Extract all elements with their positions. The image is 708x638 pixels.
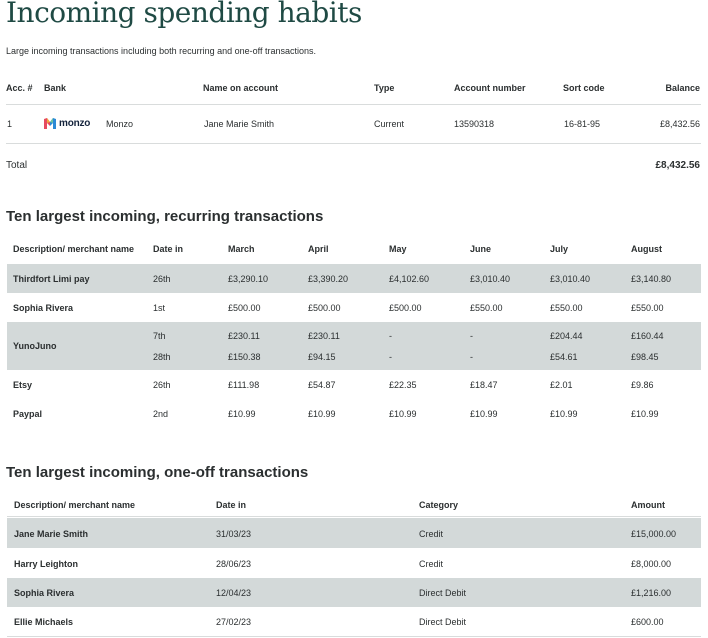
- amount-july: £204.44: [550, 331, 583, 341]
- col-header-description: Description/ merchant name: [14, 500, 136, 510]
- date-in: 28th: [153, 352, 171, 362]
- divider: [7, 516, 701, 517]
- table-row: [7, 518, 701, 548]
- bank-name: Monzo: [106, 119, 134, 129]
- col-header-august: August: [631, 244, 662, 254]
- col-header-date-in: Date in: [153, 244, 184, 254]
- merchant-name: Ellie Michaels: [14, 617, 74, 627]
- amount-april: £94.15: [308, 352, 336, 362]
- amount-june: £550.00: [470, 303, 503, 313]
- date-in: 31/03/23: [216, 529, 252, 539]
- amount-may: £500.00: [389, 303, 422, 313]
- amount-march: £3,290.10: [228, 274, 269, 284]
- date-in: 28/06/23: [216, 559, 252, 569]
- amount: £600.00: [631, 617, 664, 627]
- divider: [7, 636, 701, 637]
- amount-may: £22.35: [389, 380, 417, 390]
- amount-june: -: [470, 352, 473, 362]
- amount-june: £18.47: [470, 380, 498, 390]
- col-header-category: Category: [419, 500, 459, 510]
- col-header-may: May: [389, 244, 407, 254]
- sort-code: 16-81-95: [564, 119, 601, 129]
- table-row: [7, 322, 701, 370]
- date-in: 26th: [153, 380, 171, 390]
- amount-august: £160.44: [631, 331, 664, 341]
- amount-april: £10.99: [308, 409, 336, 419]
- col-header-type: Type: [374, 83, 395, 93]
- amount-march: £500.00: [228, 303, 261, 313]
- merchant-name: Etsy: [13, 380, 33, 390]
- account-type: Current: [374, 119, 405, 129]
- acc-number: 1: [7, 119, 13, 129]
- col-header-march: March: [228, 244, 255, 254]
- date-in: 7th: [153, 331, 166, 341]
- col-header-amount: Amount: [631, 500, 665, 510]
- col-header-account-number: Account number: [454, 83, 526, 93]
- col-header-acc: Acc. #: [6, 83, 33, 93]
- amount: £1,216.00: [631, 588, 672, 598]
- amount-march: £150.38: [228, 352, 261, 362]
- date-in: 2nd: [153, 409, 169, 419]
- total-label: Total: [6, 160, 28, 171]
- amount-april: £3,390.20: [308, 274, 349, 284]
- amount-april: £500.00: [308, 303, 341, 313]
- amount-march: £10.99: [228, 409, 256, 419]
- amount-april: £54.87: [308, 380, 336, 390]
- amount-august: £3,140.80: [631, 274, 672, 284]
- amount-july: £3,010.40: [550, 274, 591, 284]
- amount-august: £9.86: [631, 380, 654, 390]
- amount-august: £550.00: [631, 303, 664, 313]
- recurring-section-title: Ten largest incoming, recurring transactions: [6, 208, 324, 225]
- col-header-date-in: Date in: [216, 500, 247, 510]
- category: Credit: [419, 529, 444, 539]
- amount-july: £550.00: [550, 303, 583, 313]
- col-header-june: June: [470, 244, 492, 254]
- table-row: [7, 264, 701, 293]
- amount-may: £4,102.60: [389, 274, 430, 284]
- amount-may: -: [389, 331, 392, 341]
- monzo-mark-icon: [44, 118, 56, 129]
- merchant-name: Sophia Rivera: [13, 303, 74, 313]
- col-header-bank: Bank: [44, 83, 67, 93]
- amount-june: £3,010.40: [470, 274, 511, 284]
- col-header-balance: Balance: [665, 83, 700, 93]
- divider: [6, 104, 701, 105]
- amount-july: £10.99: [550, 409, 578, 419]
- amount-march: £111.98: [228, 380, 260, 390]
- account-number: 13590318: [454, 119, 495, 129]
- page-subtitle: Large incoming transactions including both recurring and one-off transactions.: [6, 46, 317, 56]
- amount-june: -: [470, 331, 473, 341]
- merchant-name: Paypal: [13, 409, 43, 419]
- amount-may: -: [389, 352, 392, 362]
- amount-may: £10.99: [389, 409, 417, 419]
- category: Direct Debit: [419, 617, 467, 627]
- amount-july: £54.61: [550, 352, 578, 362]
- merchant-name: Jane Marie Smith: [14, 529, 89, 539]
- account-holder: Jane Marie Smith: [204, 119, 275, 129]
- col-header-july: July: [550, 244, 569, 254]
- balance: £8,432.56: [659, 119, 700, 129]
- amount-august: £10.99: [631, 409, 659, 419]
- date-in: 26th: [153, 274, 171, 284]
- page-title: Incoming spending habits: [6, 0, 362, 29]
- category: Credit: [419, 559, 444, 569]
- amount: £15,000.00: [631, 529, 677, 539]
- col-header-description: Description/ merchant name: [13, 244, 135, 254]
- date-in: 12/04/23: [216, 588, 252, 598]
- category: Direct Debit: [419, 588, 467, 598]
- amount-june: £10.99: [470, 409, 498, 419]
- col-header-sort-code: Sort code: [563, 83, 605, 93]
- divider: [6, 143, 701, 144]
- col-header-april: April: [308, 244, 329, 254]
- amount-july: £2.01: [550, 380, 573, 390]
- oneoff-section-title: Ten largest incoming, one-off transactions: [6, 464, 309, 481]
- amount-march: £230.11: [228, 331, 260, 341]
- date-in: 1st: [153, 303, 166, 313]
- col-header-name: Name on account: [203, 83, 279, 93]
- merchant-name: YunoJuno: [13, 341, 57, 351]
- amount-april: £230.11: [308, 331, 340, 341]
- amount-august: £98.45: [631, 352, 659, 362]
- monzo-logo: monzo: [44, 118, 90, 129]
- date-in: 27/02/23: [216, 617, 252, 627]
- merchant-name: Harry Leighton: [14, 559, 79, 569]
- merchant-name: Thirdfort Limi pay: [13, 274, 90, 284]
- merchant-name: Sophia Rivera: [14, 588, 75, 598]
- table-row: [7, 578, 701, 607]
- total-value: £8,432.56: [655, 160, 700, 171]
- amount: £8,000.00: [631, 559, 672, 569]
